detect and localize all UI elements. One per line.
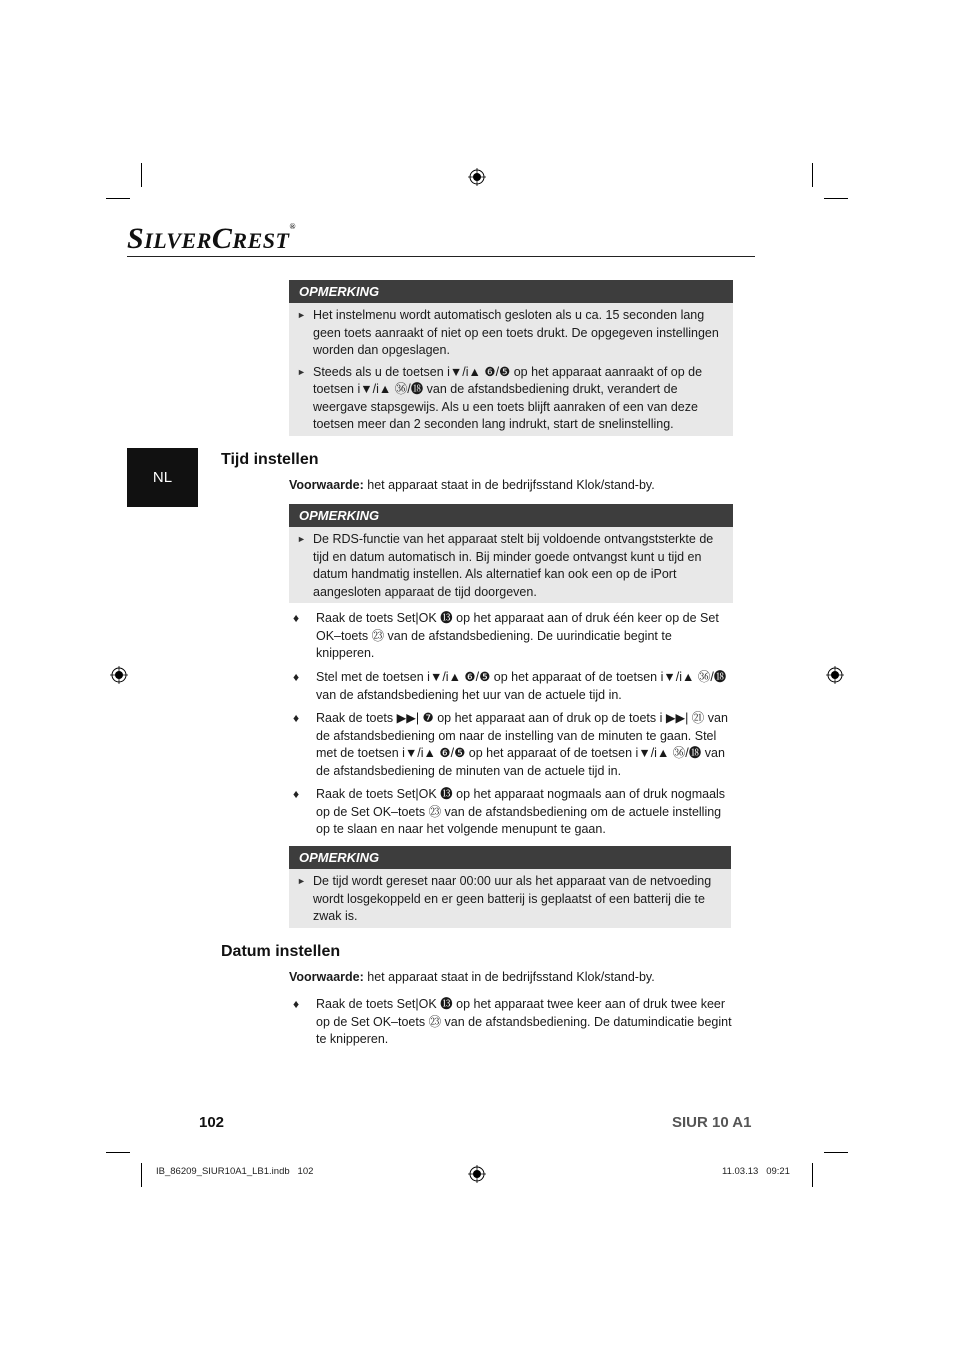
registration-mark-icon [468,1165,486,1183]
section-title: Datum instellen [221,943,341,960]
registration-mark-icon [468,168,486,186]
precondition-label: Voorwaarde: [289,970,364,984]
note-item [297,364,725,434]
language-tab-label: NL [152,469,173,486]
note-item [297,873,723,926]
logo-text: ILVER [144,228,212,253]
print-slug-datetime: 11.03.13 09:21 [722,1166,790,1177]
step-item [293,610,733,663]
note-box [289,846,731,928]
step-text: Stel met de toetsen i▼/i▲ ❻/❺ op het apparaat of de toetsen i▼/i▲ ㊱/⓲ van de afstandsbediening het uur van de actuele tijd in. [316,670,727,702]
crop-mark [141,1163,142,1187]
registration-mark-icon [110,666,128,684]
precondition-text: het apparaat staat in de bedrijfsstand Klok/stand-by. [363,970,655,984]
arrow-right-icon: ► [297,876,306,886]
note-item [297,307,725,360]
note-header: OPMERKING [289,504,733,527]
registered-mark: ® [289,222,296,231]
logo-text: REST [232,228,290,253]
note-header: OPMERKING [289,280,733,303]
note-item-text: De tijd wordt gereset naar 00:00 uur als het apparaat van de netvoeding wordt losgekoppeld en er geen batterij is geplaatst of een batterij die te zwak is. [313,874,712,923]
note-item-text: Steeds als u de toetsen i▼/i▲ ❻/❺ op het apparaat aanraakt of op de toetsen i▼/i▲ ㊱/⓲ van de afstandsbediening drukt, verandert de weergave stapsgewijs. Als u een toets blijft aanraken of een van deze toetsen meer dan 2 seconden lang indrukt, start de snelinstelling. [313,364,703,431]
print-slug-file: IB_86209_SIUR10A1_LB1.indb 102 [156,1166,314,1177]
step-item [293,786,733,839]
arrow-right-icon: ► [297,310,306,320]
section-title: Tijd instellen [221,451,319,468]
precondition [289,478,655,492]
logo-letter: S [127,222,145,255]
crop-mark [106,1152,130,1153]
diamond-bullet-icon: ♦ [293,997,300,1011]
note-box [289,280,733,436]
step-text: Raak de toets Set|OK ⓭ op het apparaat twee keer aan of druk twee keer op de Set OK–toets ㉓ van de afstandsbediening. De datumindicatie begint te knipperen. [316,997,732,1046]
page-number: 102 [199,1114,225,1131]
step-item [293,710,733,780]
note-body [289,303,733,442]
note-header: OPMERKING [289,846,731,869]
note-box [289,504,733,603]
arrow-right-icon: ► [297,366,306,377]
note-item [297,531,725,601]
logo-letter: C [211,222,233,255]
step-text: Raak de toets Set|OK ⓭ op het apparaat aan of druk één keer op de Set OK–toets ㉓ van de afstandsbediening. De uurindicatie begint te knipperen. [316,611,719,660]
crop-mark [824,1152,848,1153]
step-text: Raak de toets Set|OK ⓭ op het apparaat nogmaals aan of druk nogmaals op de Set OK–toets ㉓ van de afstandsbediening om de actuele instelling op te slaan en naar het volgende menupunt te gaan. [316,787,726,836]
registration-mark-icon [826,666,844,684]
note-item-text: Het instelmenu wordt automatisch gesloten als u ca. 15 seconden lang geen toets aanraakt of niet op een toets drukt. De opgegeven instellingen worden dan opgeslagen. [313,308,719,357]
diamond-bullet-icon: ♦ [293,711,300,725]
crop-mark [812,163,813,187]
step-text: Raak de toets ▶▶| ❼ op het apparaat aan of druk op de toets i ▶▶| ㉑ van de afstandsbediening om naar de instelling van de minuten te gaan. Stel met de toetsen i▼/i▲ ❻/❺ op het apparaat of de toetsen i▼/i▲ ㊱/⓲ van de afstandsbediening de minuten van de actuele tijd in. [316,711,728,778]
arrow-right-icon: ► [297,534,306,544]
crop-mark [141,163,142,187]
precondition-label: Voorwaarde: [289,478,364,492]
crop-mark [106,198,130,199]
diamond-bullet-icon: ♦ [293,787,300,801]
diamond-bullet-icon: ♦ [293,611,300,625]
header-rule [127,256,755,257]
precondition [289,970,655,984]
note-body [289,527,733,609]
model-name: SIUR 10 A1 [672,1114,752,1131]
crop-mark [812,1163,813,1187]
language-tab [127,448,198,507]
note-body [289,869,731,934]
crop-mark [824,198,848,199]
step-item [293,996,733,1049]
precondition-text: het apparaat staat in de bedrijfsstand Klok/stand-by. [363,478,655,492]
brand-logo [127,222,296,256]
diamond-bullet-icon: ♦ [293,670,300,684]
step-item [293,669,733,704]
note-item-text: De RDS-functie van het apparaat stelt bij voldoende ontvangststerkte de tijd en datum automatisch in. Bij minder goede ontvangst kunt u tijd en datum handmatig instellen. Als alternatief kan ook een op de iPort aangesloten apparaat de tijd doorgeven. [313,532,714,599]
